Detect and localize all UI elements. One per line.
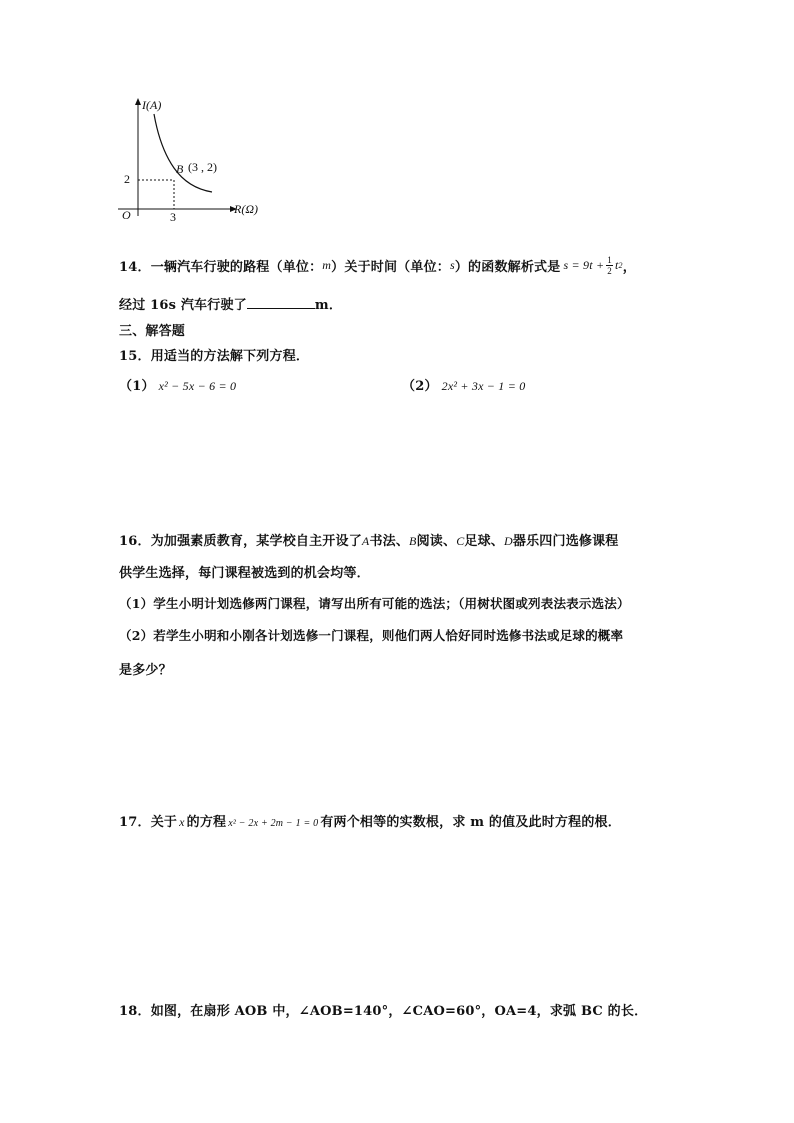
q15-part1-equation: x² − 5x − 6 = 0 (158, 379, 237, 393)
question-15-part1 (119, 375, 236, 394)
q14-line2-after: m． (314, 298, 343, 313)
question-16-line5: 是多少？ (119, 663, 172, 678)
q16-line1-c: 阅读、 (416, 534, 457, 549)
q16-line1-a: 16．为加强素质教育，某学校自主开设了 (119, 534, 362, 549)
origin-label: O (122, 208, 131, 222)
q14-formula-start: s = 9t + (563, 258, 605, 272)
q14-line2-before: 经过 16s 汽车行驶了 (119, 298, 247, 313)
q17-text-after: 有两个相等的实数根，求 m 的值及此时方程的根． (320, 815, 621, 830)
question-16-line2: 供学生选择，每门课程被选到的机会均等． (119, 566, 370, 581)
q16-option-a: A (361, 534, 370, 548)
q14-frac-num: 1 (607, 255, 612, 265)
q17-text-before: 17．关于 (119, 815, 178, 830)
question-14-line1 (119, 255, 636, 276)
question-16-line1 (119, 530, 619, 549)
q16-option-d: D (504, 534, 513, 548)
point-b-coords: (3 , 2) (188, 160, 217, 174)
q16-option-b: B (409, 534, 417, 548)
y-axis-label: I(A) (142, 98, 162, 112)
question-14-line2 (119, 294, 342, 313)
q14-text-mid: ）关于时间（单位： (331, 260, 450, 275)
q17-equation: x² − 2x + 2m − 1 = 0 (228, 818, 319, 829)
q16-line1-b: 书法、 (369, 534, 410, 549)
q14-frac-den: 2 (607, 266, 612, 276)
q16-option-c: C (456, 534, 465, 548)
section-heading: 三、解答题 (119, 324, 186, 339)
q14-comma: ， (622, 260, 636, 275)
x-axis-label: R(Ω) (234, 202, 258, 216)
q14-formula-end: t (614, 258, 619, 272)
question-17 (119, 811, 621, 830)
question-16-line3: （1）学生小明计划选修两门课程，请写出所有可能的选法；（用树状图或列表法表示选法） (119, 596, 630, 611)
q14-formula-exp: 2 (618, 261, 623, 270)
question-18: 18．如图，在扇形 AOB 中，∠AOB=140°，∠CAO=60°，OA=4，求弧 BC 的长． (119, 1004, 648, 1019)
answer-blank[interactable] (247, 296, 315, 309)
q14-text-before: 14．一辆汽车行驶的路程（单位： (119, 260, 323, 275)
x-tick-3: 3 (170, 210, 176, 224)
q16-line1-d: 足球、 (464, 534, 505, 549)
q14-unit-m: m (322, 258, 332, 272)
q15-part2-equation: 2x² + 3x − 1 = 0 (441, 379, 526, 393)
y-axis-arrow (135, 98, 141, 105)
question-15-part2 (402, 375, 525, 394)
q14-formula (563, 255, 622, 276)
point-b-label: B (176, 162, 184, 176)
q17-text-mid: 的方程 (186, 815, 227, 830)
y-tick-2: 2 (124, 172, 130, 186)
inverse-function-graph (108, 96, 268, 224)
q16-line1-e: 器乐四门选修课程 (512, 534, 619, 549)
q14-fraction (606, 255, 613, 276)
q15-part1-label: （1） (119, 379, 155, 394)
q14-text-after: ）的函数解析式是 (454, 260, 561, 275)
question-16-line4: （2）若学生小明和小刚各计划选修一门课程，则他们两人恰好同时选修书法或足球的概率 (119, 628, 624, 643)
q17-variable: x (179, 815, 185, 829)
q15-part2-label: （2） (402, 379, 438, 394)
question-15-stem: 15．用适当的方法解下列方程． (119, 349, 310, 364)
q14-unit-s: s (449, 258, 455, 272)
